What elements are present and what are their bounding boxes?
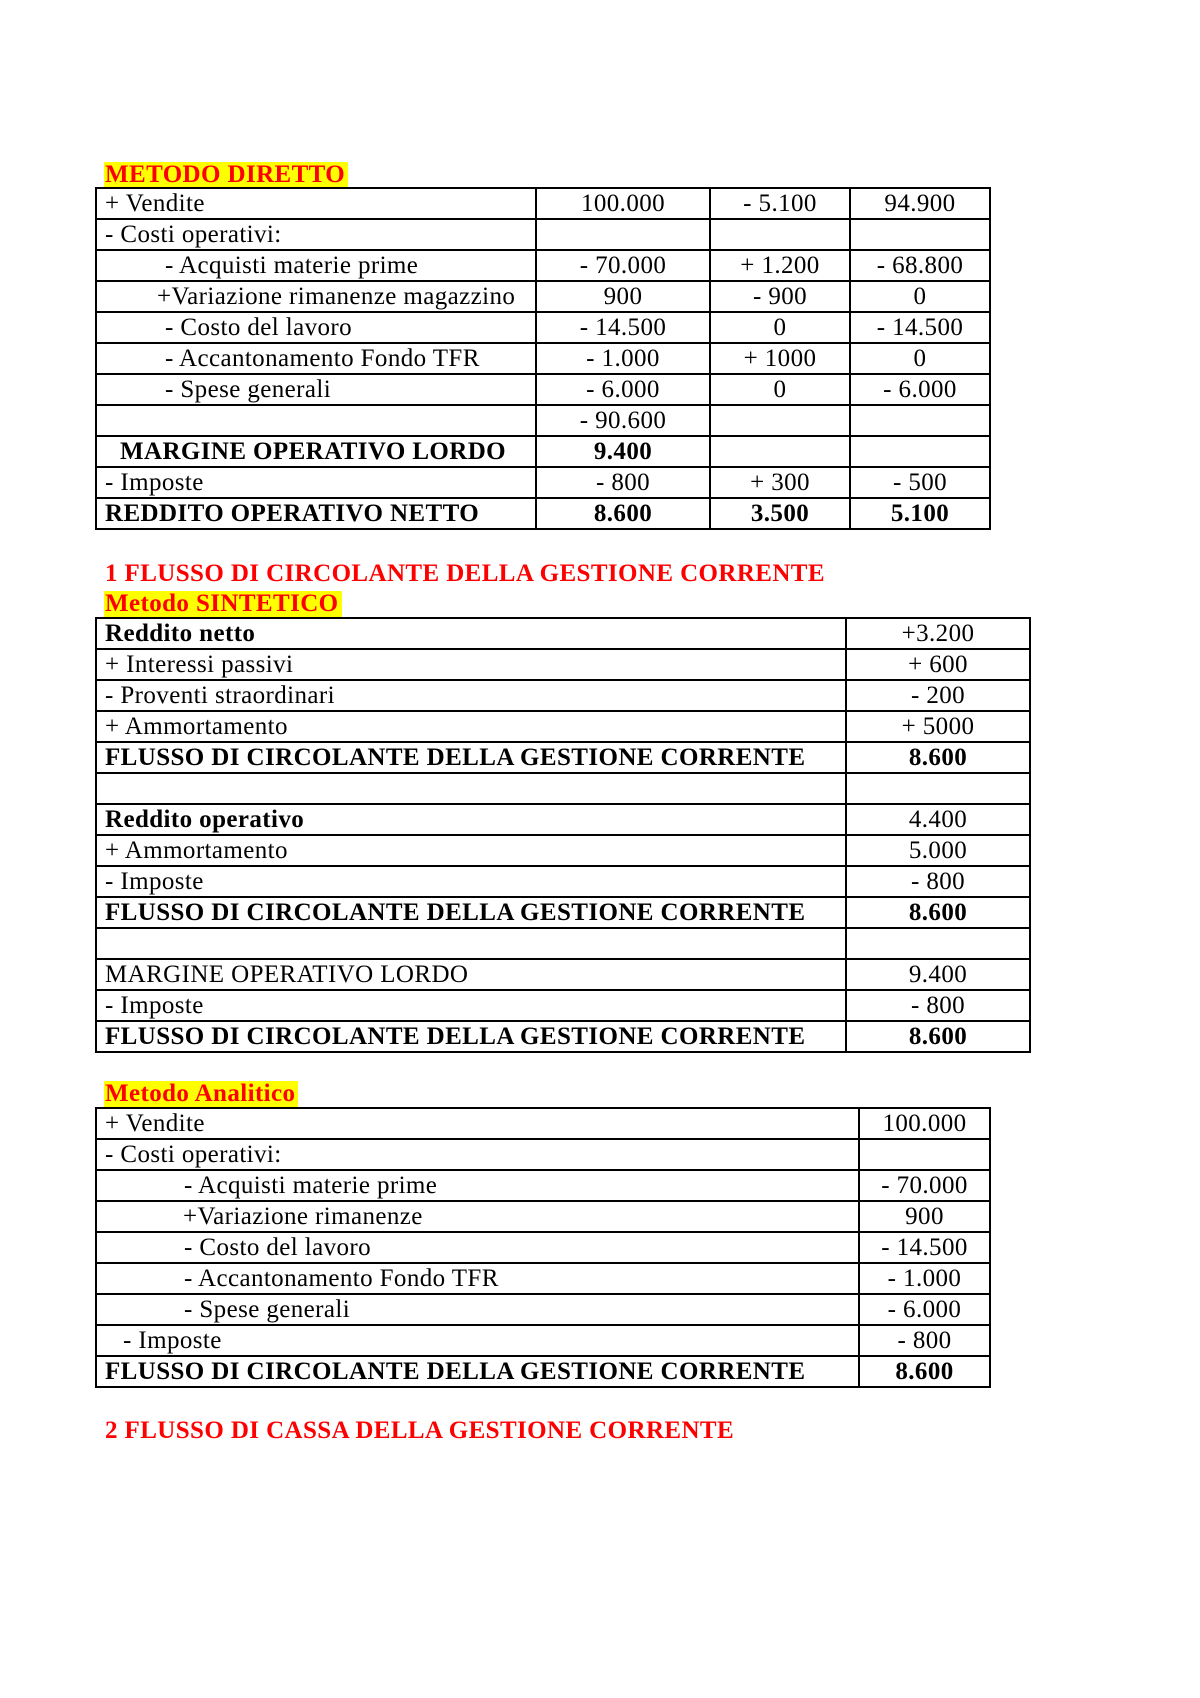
row-value: +3.200 [847,619,1031,650]
subheading-metodo-sintetico: Metodo SINTETICO [104,591,342,617]
row-value: - 70.000 [860,1171,991,1202]
row-label: FLUSSO DI CIRCOLANTE DELLA GESTIONE CORRENTE [97,1357,860,1388]
row-value: - 6.000 [851,375,991,406]
table-row [97,1357,991,1388]
row-label: - Imposte [97,991,847,1022]
row-value: - 14.500 [851,313,991,344]
row-label: - Costo del lavoro [97,1233,860,1264]
row-label: FLUSSO DI CIRCOLANTE DELLA GESTIONE CORRENTE [97,898,847,929]
table-row [97,867,1031,898]
row-value: 94.900 [851,189,991,220]
empty-cell [860,1140,991,1171]
table-row [97,1022,1031,1053]
row-value: - 68.800 [851,251,991,282]
row-value: 5.100 [851,499,991,530]
table-row [97,805,1031,836]
row-value: + 1.200 [711,251,851,282]
row-value: - 14.500 [860,1233,991,1264]
table-row [97,619,1031,650]
empty-cell [711,437,851,468]
row-label: REDDITO OPERATIVO NETTO [97,499,537,530]
row-label: +Variazione rimanenze [97,1202,860,1233]
row-label: + Vendite [97,189,537,220]
row-value: 5.000 [847,836,1031,867]
row-value: 8.600 [847,898,1031,929]
row-label: FLUSSO DI CIRCOLANTE DELLA GESTIONE CORRENTE [97,1022,847,1053]
table-row [97,836,1031,867]
row-label: Reddito operativo [97,805,847,836]
section-heading-flusso-cassa: 2 FLUSSO DI CASSA DELLA GESTIONE CORRENTE [105,1417,735,1444]
table-metodo-diretto [95,187,991,530]
table-row [97,898,1031,929]
table-row [97,406,991,437]
row-value: - 200 [847,681,1031,712]
row-value: - 800 [847,867,1031,898]
row-value: 9.400 [537,437,711,468]
row-label: MARGINE OPERATIVO LORDO [97,960,847,991]
empty-cell [537,220,711,251]
row-value: 900 [537,282,711,313]
row-value: - 14.500 [537,313,711,344]
row-label: - Spese generali [97,375,537,406]
row-value: - 900 [711,282,851,313]
empty-cell [851,406,991,437]
row-label: - Imposte [97,867,847,898]
row-value: - 800 [860,1326,991,1357]
row-label: +Variazione rimanenze magazzino [97,282,537,313]
table-row [97,1326,991,1357]
row-label: - Spese generali [97,1295,860,1326]
row-value: 0 [711,375,851,406]
row-value: - 70.000 [537,251,711,282]
empty-cell [97,406,537,437]
row-value: + 600 [847,650,1031,681]
table-row [97,1140,991,1171]
table-metodo-analitico [95,1107,991,1388]
table-row-empty [97,774,1031,805]
row-label: - Costo del lavoro [97,313,537,344]
table-row [97,251,991,282]
table-row [97,344,991,375]
subheading-metodo-analitico: Metodo Analitico [104,1081,298,1107]
section-heading-flusso-circolante: 1 FLUSSO DI CIRCOLANTE DELLA GESTIONE CORRENTE [105,560,825,587]
empty-cell [97,774,847,805]
table-row [97,743,1031,774]
row-value: 100.000 [537,189,711,220]
table-metodo-sintetico [95,617,1031,1053]
empty-cell [847,929,1031,960]
row-value: 8.600 [537,499,711,530]
table-row [97,1233,991,1264]
row-label: - Imposte [97,1326,860,1357]
empty-cell [711,406,851,437]
table-row [97,282,991,313]
table-row [97,960,1031,991]
table-row [97,1171,991,1202]
row-label: - Imposte [97,468,537,499]
row-label: + Ammortamento [97,712,847,743]
table-row [97,468,991,499]
empty-cell [851,220,991,251]
row-value: 8.600 [847,1022,1031,1053]
row-value: 9.400 [847,960,1031,991]
table-row [97,1202,991,1233]
row-label: - Accantonamento Fondo TFR [97,1264,860,1295]
table-row [97,375,991,406]
row-value: - 90.600 [537,406,711,437]
row-label: + Ammortamento [97,836,847,867]
row-value: 8.600 [860,1357,991,1388]
row-value: - 5.100 [711,189,851,220]
empty-cell [847,774,1031,805]
row-value: + 1000 [711,344,851,375]
row-value: - 800 [537,468,711,499]
row-value: - 6.000 [860,1295,991,1326]
row-value: - 6.000 [537,375,711,406]
table-row [97,712,1031,743]
row-value: 100.000 [860,1109,991,1140]
table-row [97,499,991,530]
row-value: 3.500 [711,499,851,530]
table-row [97,313,991,344]
row-label: Reddito netto [97,619,847,650]
table-row [97,650,1031,681]
table-row [97,437,991,468]
row-label: + Interessi passivi [97,650,847,681]
row-label: - Accantonamento Fondo TFR [97,344,537,375]
empty-cell [97,929,847,960]
row-label: - Proventi straordinari [97,681,847,712]
row-label: - Costi operativi: [97,1140,860,1171]
row-value: - 1.000 [537,344,711,375]
table-row [97,189,991,220]
table-row [97,220,991,251]
row-value: 0 [711,313,851,344]
row-value: 0 [851,344,991,375]
table-row [97,1264,991,1295]
row-value: 900 [860,1202,991,1233]
row-value: 0 [851,282,991,313]
table-row [97,991,1031,1022]
row-value: + 5000 [847,712,1031,743]
empty-cell [711,220,851,251]
table-row [97,681,1031,712]
row-value: + 300 [711,468,851,499]
row-label: FLUSSO DI CIRCOLANTE DELLA GESTIONE CORRENTE [97,743,847,774]
row-label: - Acquisti materie prime [97,251,537,282]
row-label: + Vendite [97,1109,860,1140]
row-value: - 1.000 [860,1264,991,1295]
table-row [97,1109,991,1140]
row-label: - Acquisti materie prime [97,1171,860,1202]
row-value: 8.600 [847,743,1031,774]
row-value: - 500 [851,468,991,499]
row-label: MARGINE OPERATIVO LORDO [97,437,537,468]
table-row-empty [97,929,1031,960]
row-value: - 800 [847,991,1031,1022]
row-value: 4.400 [847,805,1031,836]
table-row [97,1295,991,1326]
row-label: - Costi operativi: [97,220,537,251]
empty-cell [851,437,991,468]
section-heading-metodo-diretto: METODO DIRETTO [104,162,348,188]
